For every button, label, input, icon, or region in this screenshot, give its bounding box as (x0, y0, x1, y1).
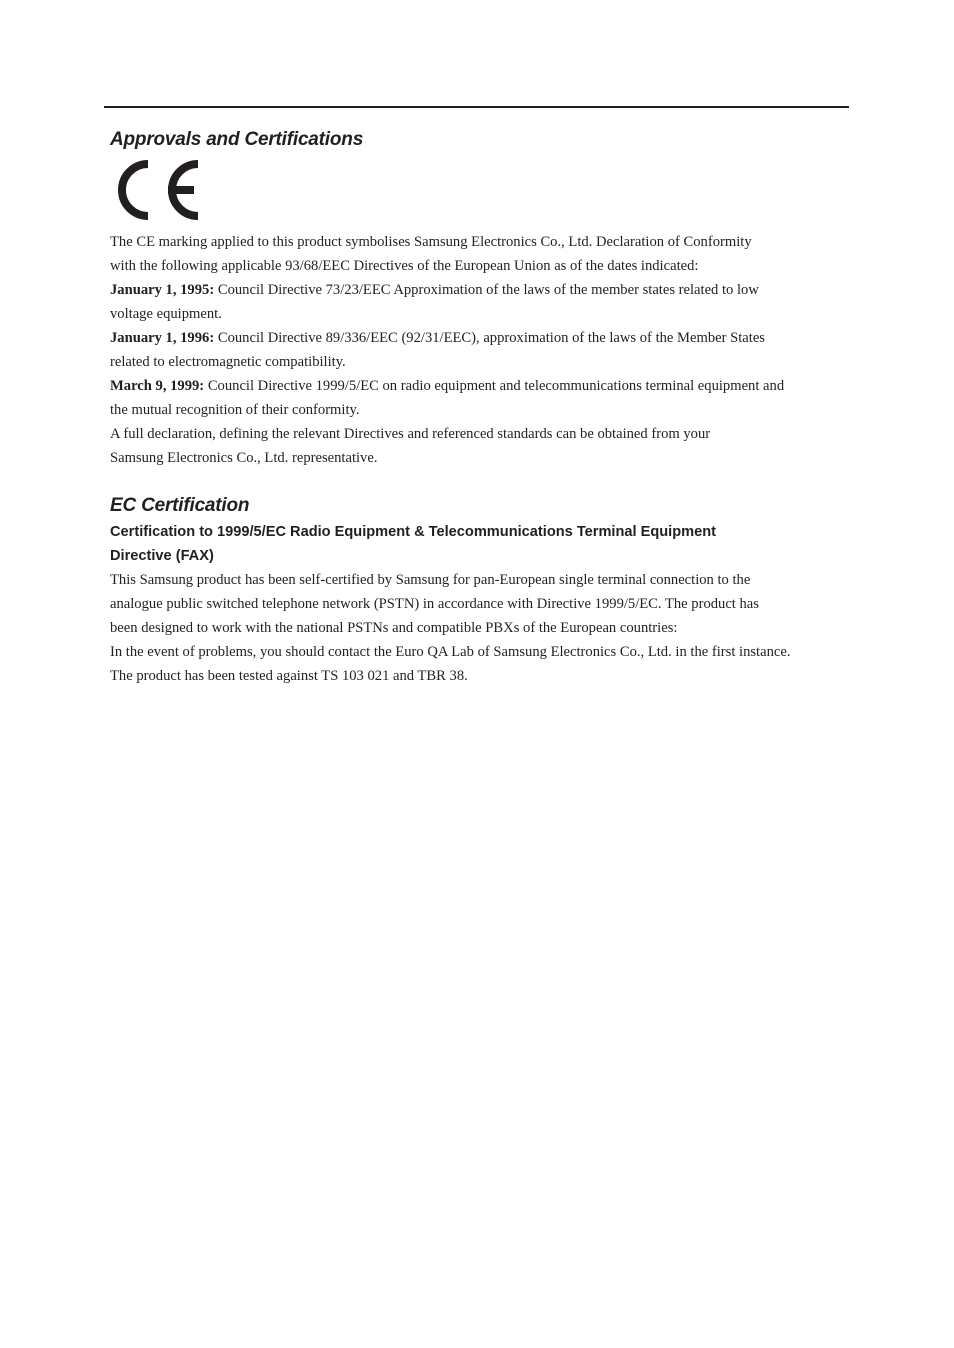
ce-intro-line-1: The CE marking applied to this product symbolises Samsung Electronics Co., Ltd. Declaration of Conformity (110, 234, 752, 250)
ec-body-line: The product has been tested against TS 103 021 and TBR 38. (110, 668, 468, 684)
directive-text: Council Directive 73/23/EEC Approximation of the laws of the member states related to low (214, 282, 759, 298)
directive-date: January 1, 1995: (110, 282, 215, 298)
directive-text: Council Directive 1999/5/EC on radio equipment and telecommunications terminal equipment and (204, 378, 785, 394)
ec-body-line: In the event of problems, you should contact the Euro QA Lab of Samsung Electronics Co., Ltd. in the first instance. (110, 644, 791, 660)
page-content (110, 126, 820, 688)
directive-item (110, 374, 820, 422)
ce-intro-paragraph (110, 230, 820, 278)
directive-text-cont: the mutual recognition of their conformity. (110, 402, 360, 418)
directive-text-cont: voltage equipment. (110, 306, 222, 322)
ec-subheading-line-1: Certification to 1999/5/EC Radio Equipment & Telecommunications Terminal Equipment (110, 524, 717, 540)
ec-body-line: been designed to work with the national PSTNs and compatible PBXs of the European countries: (110, 620, 678, 636)
ec-body-line: analogue public switched telephone network (PSTN) in accordance with Directive 1999/5/EC. The product has (110, 596, 759, 612)
directive-item (110, 326, 820, 374)
directive-text: Council Directive 89/336/EEC (92/31/EEC), approximation of the laws of the Member States (214, 330, 765, 346)
ec-subheading (110, 520, 820, 568)
top-rule (104, 106, 849, 108)
declaration-paragraph (110, 422, 820, 470)
ec-subheading-line-2: Directive (FAX) (110, 548, 214, 564)
ec-body-line: This Samsung product has been self-certified by Samsung for pan-European single terminal connection to the (110, 572, 751, 588)
declaration-line-2: Samsung Electronics Co., Ltd. representative. (110, 450, 378, 466)
directive-date: March 9, 1999: (110, 378, 205, 394)
approvals-heading: Approvals and Certifications (110, 129, 364, 150)
declaration-line-1: A full declaration, defining the relevant Directives and referenced standards can be obtained from your (110, 426, 711, 442)
ec-body-paragraph (110, 568, 820, 688)
directive-text-cont: related to electromagnetic compatibility. (110, 354, 346, 370)
ec-certification-heading: EC Certification (110, 495, 250, 516)
ce-mark-icon (110, 158, 202, 222)
directive-date: January 1, 1996: (110, 330, 215, 346)
ce-intro-line-2: with the following applicable 93/68/EEC Directives of the European Union as of the dates indicated: (110, 258, 699, 274)
directive-item (110, 278, 820, 326)
